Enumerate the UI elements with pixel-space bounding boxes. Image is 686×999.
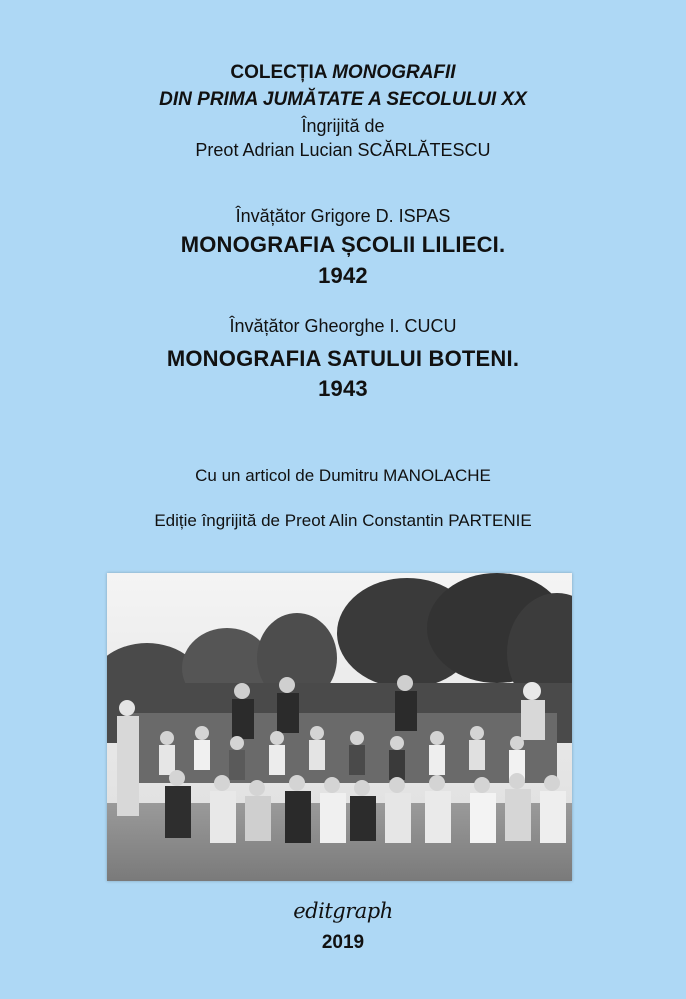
work1-year: 1942 xyxy=(318,263,368,288)
publication-year: 2019 xyxy=(321,932,365,953)
collection-title-italic: MONOGRAFII xyxy=(332,62,456,83)
work1-title: MONOGRAFIA ȘCOLII LILIECI. xyxy=(180,232,506,257)
edition-note: Ediție îngrijită de Preot Alin Constantin PARTENIE xyxy=(154,511,532,530)
collection-title-line1 xyxy=(0,62,686,84)
work2-year: 1943 xyxy=(318,376,368,401)
group-photo-illustration xyxy=(107,573,572,881)
work2-author: Învățător Gheorghe I. CUCU xyxy=(229,316,457,336)
collection-title-prefix: COLECȚIA xyxy=(230,62,333,83)
group-photo xyxy=(107,573,572,881)
work2-title: MONOGRAFIA SATULUI BOTENI. xyxy=(166,346,520,371)
collection-editor-name: Preot Adrian Lucian SCĂRLĂTESCU xyxy=(195,140,491,160)
article-note: Cu un articol de Dumitru MANOLACHE xyxy=(195,466,491,485)
publisher-logo: editgraph xyxy=(293,899,393,923)
collection-editor-label: Îngrijită de xyxy=(301,116,385,136)
work1-author: Învățător Grigore D. ISPAS xyxy=(235,206,451,226)
collection-title-line2: DIN PRIMA JUMĂTATE A SECOLULUI XX xyxy=(159,89,527,110)
people-back-row xyxy=(127,713,557,783)
